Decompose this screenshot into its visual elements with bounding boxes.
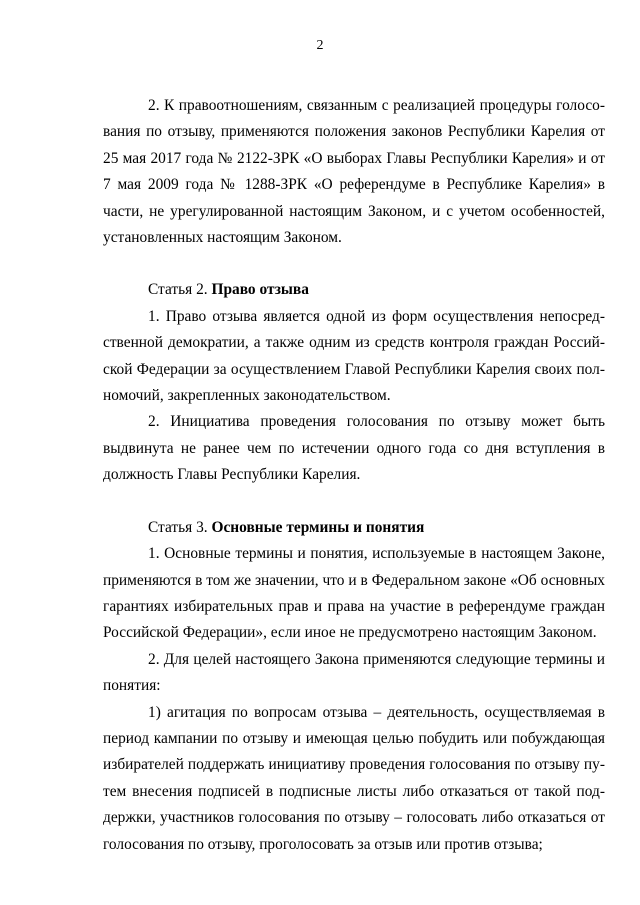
- spacer: [103, 489, 605, 515]
- spacer: [103, 251, 605, 277]
- article2-paragraph-2: 2. Инициатива проведения голосования по отзыву может быть выдвинута не ранее чем по истечении одного года со дня вступления в должность Главы Республики Карелия.: [103, 413, 605, 484]
- article2-heading: [103, 277, 605, 303]
- document-body: [103, 93, 605, 858]
- article3-paragraph-1: 1. Основные термины и понятия, используемые в настоящем Законе, применяются в том же значении, что и в Федеральном законе «Об основных гарантиях избирательных прав и права на участие в референдуме граждан Российской Федерации», если иное не предусмотрено настоящим Законом.: [103, 545, 605, 642]
- article2-prefix: Статья 2.: [148, 281, 212, 299]
- article3-paragraph-2: 2. Для целей настоящего Закона применяются следующие термины и понятия:: [103, 650, 605, 695]
- article2-title: Право отзыва: [211, 281, 309, 299]
- article3-item-1: 1) агитация по вопросам отзыва – деятельность, осуществляемая в период кампании по отзыву и имеющая целью побудить или побуждающая избирателей поддержать инициативу проведения голосования по отзыву путем внесения подписей в подписные листы либо отказаться от такой поддержки, участников голосования по отзыву – голосовать либо отказаться от голосования по отзыву, проголосовать за отзыв или против отзыва;: [103, 703, 605, 853]
- article3-prefix: Статья 3.: [148, 518, 212, 536]
- article1-paragraph-2: 2. К правоотношениям, связанным с реализацией процедуры голосования по отзыву, применяются положения законов Республики Карелия от 25 мая 2017 года № 2122-ЗРК «О выборах Главы Республики Карелия» и от 7 мая 2009 года № 1288-ЗРК «О референдуме в Республике Карелия» в части, не урегулированной настоящим Законом, и с учетом особенностей, установленных настоящим Законом.: [103, 97, 605, 247]
- article2-paragraph-1: 1. Право отзыва является одной из форм осуществления непосредственной демократии, а также одним из средств контроля граждан Российской Федерации за осуществлением Главой Республики Карелия своих полномочий, закрепленных законодательством.: [103, 307, 605, 405]
- article3-title: Основные термины и понятия: [211, 518, 425, 536]
- article3-heading: [103, 515, 605, 541]
- page-number: 2: [316, 38, 324, 53]
